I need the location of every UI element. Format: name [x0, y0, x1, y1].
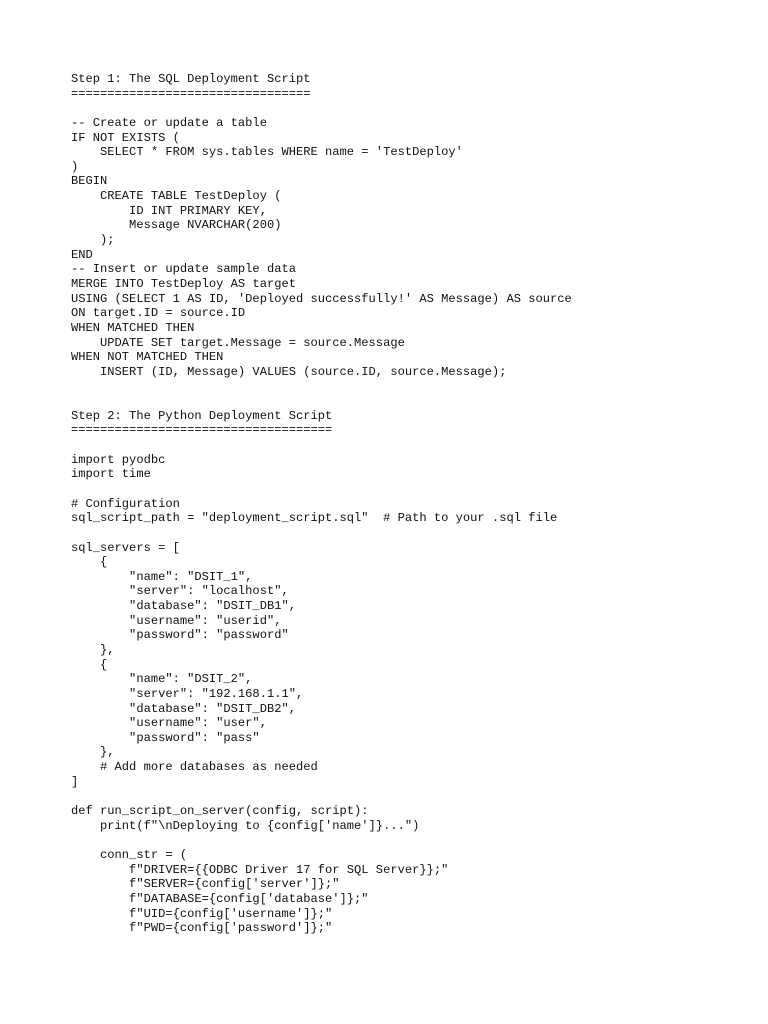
code-line [71, 833, 572, 848]
code-line: Step 2: The Python Deployment Script [71, 408, 333, 423]
code-line: WHEN NOT MATCHED THEN [71, 350, 224, 365]
code-line: f"SERVER={config['server']};" [71, 877, 340, 892]
code-line: SELECT * FROM sys.tables WHERE name = 'TestDeploy' [71, 145, 463, 160]
code-line [71, 438, 572, 453]
code-line: "name": "DSIT_1", [71, 569, 253, 584]
code-line: "database": "DSIT_DB1", [71, 599, 296, 614]
code-line: -- Insert or update sample data [71, 262, 296, 277]
code-line [71, 482, 572, 497]
code-line: f"DRIVER={{ODBC Driver 17 for SQL Server}};" [71, 862, 449, 877]
code-line: f"PWD={config['password']};" [71, 921, 333, 936]
code-line: ) [71, 159, 79, 174]
code-line: "password": "pass" [71, 730, 260, 745]
code-line [71, 394, 572, 409]
code-line: }, [71, 642, 115, 657]
code-line: END [71, 247, 93, 262]
code-line: ================================= [71, 86, 311, 101]
code-line: ); [71, 233, 115, 248]
code-line: # Add more databases as needed [71, 760, 318, 775]
code-line: "server": "192.168.1.1", [71, 686, 304, 701]
code-line: ON target.ID = source.ID [71, 306, 246, 321]
code-line: MERGE INTO TestDeploy AS target [71, 276, 296, 291]
code-line: # Configuration [71, 496, 180, 511]
code-line: "password": "password" [71, 628, 289, 643]
code-line: USING (SELECT 1 AS ID, 'Deployed successfully!' AS Message) AS source [71, 291, 572, 306]
code-line: ] [71, 774, 79, 789]
code-line: "username": "userid", [71, 613, 282, 628]
code-line: print(f"\nDeploying to {config['name']}...") [71, 818, 420, 833]
code-line: INSERT (ID, Message) VALUES (source.ID, source.Message); [71, 364, 507, 379]
code-line [71, 789, 572, 804]
code-line: "server": "localhost", [71, 584, 289, 599]
code-line: f"UID={config['username']};" [71, 906, 333, 921]
code-line: sql_servers = [ [71, 540, 180, 555]
code-line: { [71, 555, 108, 570]
code-line: { [71, 657, 108, 672]
code-line: -- Create or update a table [71, 115, 267, 130]
code-line: conn_str = ( [71, 847, 188, 862]
code-line: UPDATE SET target.Message = source.Message [71, 335, 405, 350]
code-line: CREATE TABLE TestDeploy ( [71, 189, 282, 204]
code-line: Message NVARCHAR(200) [71, 218, 282, 233]
code-line: ==================================== [71, 423, 333, 438]
code-line: f"DATABASE={config['database']};" [71, 891, 369, 906]
code-line: "name": "DSIT_2", [71, 672, 253, 687]
code-line: }, [71, 745, 115, 760]
code-line: IF NOT EXISTS ( [71, 130, 180, 145]
code-line [71, 526, 572, 541]
code-line [71, 101, 572, 116]
code-line: import time [71, 467, 151, 482]
code-line: BEGIN [71, 174, 108, 189]
code-line: import pyodbc [71, 452, 166, 467]
code-line: "database": "DSIT_DB2", [71, 701, 296, 716]
code-line: def run_script_on_server(config, script): [71, 804, 369, 819]
code-line: WHEN MATCHED THEN [71, 320, 195, 335]
code-line: ID INT PRIMARY KEY, [71, 203, 267, 218]
code-line: sql_script_path = "deployment_script.sql" # Path to your .sql file [71, 511, 558, 526]
code-line: Step 1: The SQL Deployment Script [71, 72, 311, 86]
code-listing [71, 72, 572, 936]
code-line: "username": "user", [71, 716, 267, 731]
code-line [71, 379, 572, 394]
